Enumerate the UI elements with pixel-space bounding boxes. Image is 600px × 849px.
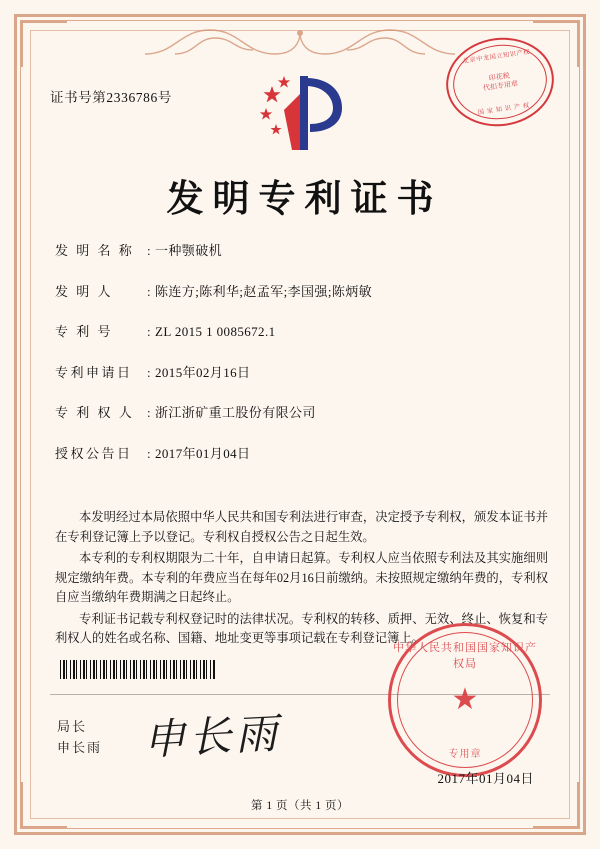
field-value: 浙江浙矿重工股份有限公司 bbox=[155, 405, 316, 420]
barcode bbox=[60, 660, 215, 679]
field-row-invention-name bbox=[55, 240, 545, 259]
director-name: 申长雨 bbox=[57, 740, 103, 755]
national-office-seal-arc-bottom: 专用章 bbox=[448, 749, 482, 760]
field-label: 专 利 权 人 bbox=[55, 405, 135, 420]
tax-stamp-seal-arc-top: 北京中龙国立知识产权 bbox=[462, 48, 531, 65]
field-separator: : bbox=[147, 445, 151, 461]
field-value: 一种颚破机 bbox=[155, 243, 223, 258]
field-label: 授权公告日 bbox=[55, 445, 133, 461]
certificate-fields bbox=[55, 240, 545, 483]
legal-paragraph-3: 专利证书记载专利权登记时的法律状况。专利权的转移、质押、无效、终止、恢复和专利权人的姓名或名称、国籍、地址变更等事项记载在专利登记簿上。 bbox=[55, 611, 548, 645]
national-office-seal-arc-top: 中华人民共和国国家知识产权局 bbox=[393, 642, 537, 670]
field-value: ZL 2015 1 0085672.1 bbox=[155, 324, 276, 339]
field-row-grant-date bbox=[55, 443, 545, 462]
field-separator: : bbox=[147, 283, 151, 299]
legal-paragraph-1: 本发明经过本局依照中华人民共和国专利法进行审查，决定授予专利权，颁发本证书并在专利登记簿上予以登记。专利权自授权公告之日起生效。 bbox=[55, 510, 548, 544]
field-label: 发 明 名 称 bbox=[55, 243, 135, 258]
field-row-patentee bbox=[55, 402, 545, 421]
field-separator: : bbox=[147, 364, 151, 380]
field-value: 2017年01月04日 bbox=[155, 445, 251, 461]
director-label: 局长 bbox=[57, 719, 88, 734]
field-label: 专 利 号 bbox=[55, 324, 114, 339]
field-row-inventors bbox=[55, 281, 545, 300]
page-footer: 第 1 页（共 1 页） bbox=[251, 800, 349, 812]
national-office-seal bbox=[388, 623, 542, 777]
field-value: 2015年02月16日 bbox=[155, 364, 251, 380]
director-signature: 申长雨 bbox=[142, 711, 283, 765]
field-separator: : bbox=[147, 243, 151, 258]
top-flourish-ornament bbox=[135, 24, 465, 58]
tax-stamp-seal-line2: 代扣专用章 bbox=[482, 80, 519, 93]
legal-paragraph-2: 本专利的专利权期限为二十年，自申请日起算。专利权人应当依照专利法及其实施细则规定缴纳年费。本专利的年费应当在每年02月16日前缴纳。未按照规定缴纳年费的，专利权自应当缴纳年费期满之日起终止。 bbox=[55, 551, 548, 604]
field-row-patent-number bbox=[55, 321, 545, 340]
field-separator: : bbox=[147, 405, 151, 420]
tax-stamp-seal-arc-bottom: 国 家 知 识 产 权 bbox=[477, 102, 531, 117]
corner-ornament-top-left bbox=[21, 21, 67, 67]
field-label: 发 明 人 bbox=[55, 283, 114, 299]
field-label: 专利申请日 bbox=[55, 364, 133, 380]
field-row-application-date bbox=[55, 362, 545, 381]
star-icon: ★ bbox=[451, 683, 479, 716]
field-separator: : bbox=[147, 324, 151, 339]
cnipa-logo-icon bbox=[256, 70, 352, 154]
director-block bbox=[57, 716, 102, 758]
tax-stamp-seal-line1: 印花税 bbox=[488, 72, 511, 83]
page-title: 发明专利证书 bbox=[166, 179, 443, 220]
field-value: 陈连方;陈利华;赵孟军;李国强;陈炳敏 bbox=[155, 283, 373, 299]
issue-date: 2017年01月04日 bbox=[437, 771, 534, 786]
certificate-number: 证书号第2336786号 bbox=[50, 90, 172, 105]
